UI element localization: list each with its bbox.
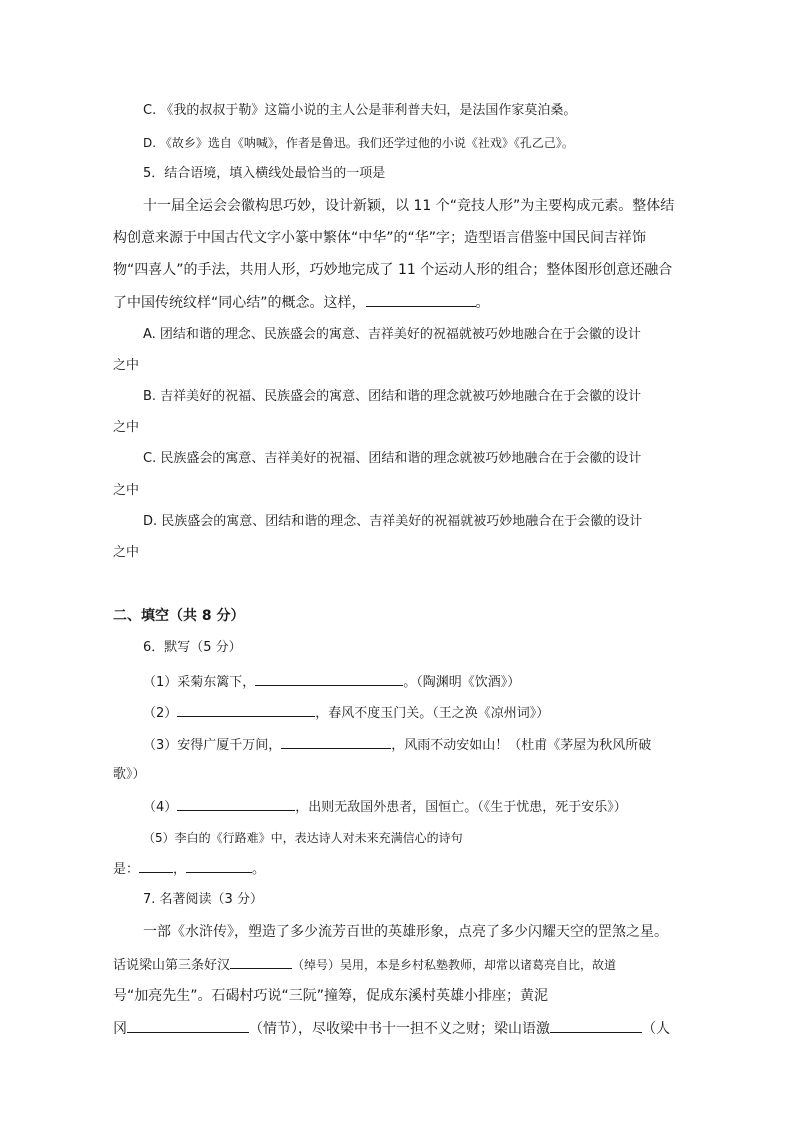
q6-item-5-label: 是： <box>113 862 140 877</box>
q6-item-2 <box>143 702 549 724</box>
answer-blank[interactable] <box>366 292 476 307</box>
q5-para-line: 构创意来源于中国古代文字小篆中繁体“中华”的“华”字；造型语言借鉴中国民间吉祥饰 <box>113 230 647 246</box>
q7-text: （人 <box>642 1021 670 1037</box>
answer-blank[interactable] <box>186 858 252 873</box>
q5-option-c-cont: 之中 <box>113 483 140 498</box>
q6-stem: 6．默写（5 分） <box>143 640 242 655</box>
q7-text: 冈 <box>113 1021 127 1037</box>
answer-blank[interactable] <box>127 1018 249 1033</box>
q6-item-1-text: （1）采菊东篱下， <box>143 675 256 690</box>
q7-para-line: 一部《水浒传》，塑造了多少流芳百世的英雄形象，点亮了多少闪耀天空的罡煞之星。 <box>143 924 668 940</box>
q7-text: （绰号）吴用，本是乡村私塾教师，却常以诸葛亮自比，故道 <box>292 958 617 972</box>
q5-para-period: 。 <box>475 295 490 311</box>
q6-item-5-cont <box>113 858 265 880</box>
q6-item-3 <box>143 734 651 756</box>
q5-para-line-4 <box>113 292 490 313</box>
q7-text: （情节），尽收梁中书十一担不义之财；梁山语激 <box>249 1021 550 1037</box>
q6-item-4 <box>143 796 627 818</box>
q5-option-a-cont: 之中 <box>113 358 140 373</box>
q6-item-2-num: （2） <box>143 706 178 721</box>
q5-stem: 5．结合语境，填入横线处最恰当的一项是 <box>143 166 386 181</box>
q6-item-4-num: （4） <box>143 800 178 815</box>
q5-option-b: B. 吉祥美好的祝福、民族盛会的寓意、团结和谐的理念就被巧妙地融合在于会徽的设计 <box>143 389 642 404</box>
q6-item-1-source: 。（陶渊明《饮酒》） <box>403 675 521 690</box>
q7-para-line-4 <box>113 1018 670 1039</box>
q6-item-5-period: 。 <box>252 862 266 877</box>
answer-blank[interactable] <box>139 858 173 873</box>
answer-blank[interactable] <box>177 702 315 717</box>
q5-para-line: 十一届全运会会徽构思巧妙，设计新颖，以 11 个“竞技人形”为主要构成元素。整体结 <box>143 198 675 214</box>
q7-para-line: 号“加亮先生”。石碣村巧说“三阮”撞筹，促成东溪村英雄小排座；黄泥 <box>113 988 549 1004</box>
answer-blank[interactable] <box>550 1018 642 1033</box>
q5-para-line: 物“四喜人”的手法，共用人形，巧妙地完成了 11 个运动人形的组合；整体图形创意还融合 <box>113 262 673 278</box>
q6-item-2-text: ，春风不度玉门关。（王之涣《凉州词》） <box>315 706 550 721</box>
q5-option-d-cont: 之中 <box>113 545 140 560</box>
answer-blank[interactable] <box>255 671 403 686</box>
section-heading: 二、填空（共 8 分） <box>113 608 245 624</box>
q6-item-3-cont: 歌》） <box>113 767 146 782</box>
q6-item-5-comma: ， <box>173 862 187 877</box>
q4-option-d: D. 《故乡》选自《呐喊》，作者是鲁迅。我们还学过他的小说《社戏》《孔乙己》。 <box>143 136 574 150</box>
q6-item-3-text-post: ，风雨不动安如山！（杜甫《茅屋为秋风所破 <box>391 738 652 753</box>
answer-blank[interactable] <box>230 954 292 969</box>
q6-item-4-text: ，出则无敌国外患者，国恒亡。（《生于忧患，死于安乐》） <box>295 800 627 815</box>
q5-option-a: A. 团结和谐的理念、民族盛会的寓意、吉祥美好的祝福就被巧妙地融合在于会徽的设计 <box>143 327 641 342</box>
q6-item-1 <box>143 671 520 693</box>
q5-option-c: C. 民族盛会的寓意、吉祥美好的祝福、团结和谐的理念就被巧妙地融合在于会徽的设计 <box>143 451 642 466</box>
q7-text: 话说梁山第三条好汉 <box>113 958 231 973</box>
q5-option-d: D. 民族盛会的寓意、团结和谐的理念、吉祥美好的祝福就被巧妙地融合在于会徽的设计 <box>143 514 643 529</box>
answer-blank[interactable] <box>177 796 295 811</box>
q5-option-b-cont: 之中 <box>113 420 140 435</box>
answer-blank[interactable] <box>281 734 391 749</box>
q6-item-5: （5）李白的《行路难》中，表达诗人对未来充满信心的诗句 <box>143 831 463 845</box>
q5-para-text: 了中国传统纹样“同心结”的概念。这样， <box>113 295 366 311</box>
q6-item-3-text: （3）安得广厦千万间， <box>143 738 282 753</box>
q4-option-c: C. 《我的叔叔于勒》这篇小说的主人公是菲利普夫妇，是法国作家莫泊桑。 <box>143 103 577 118</box>
q7-para-line-2 <box>113 954 616 976</box>
q7-stem: 7. 名著阅读（3 分） <box>143 892 263 907</box>
